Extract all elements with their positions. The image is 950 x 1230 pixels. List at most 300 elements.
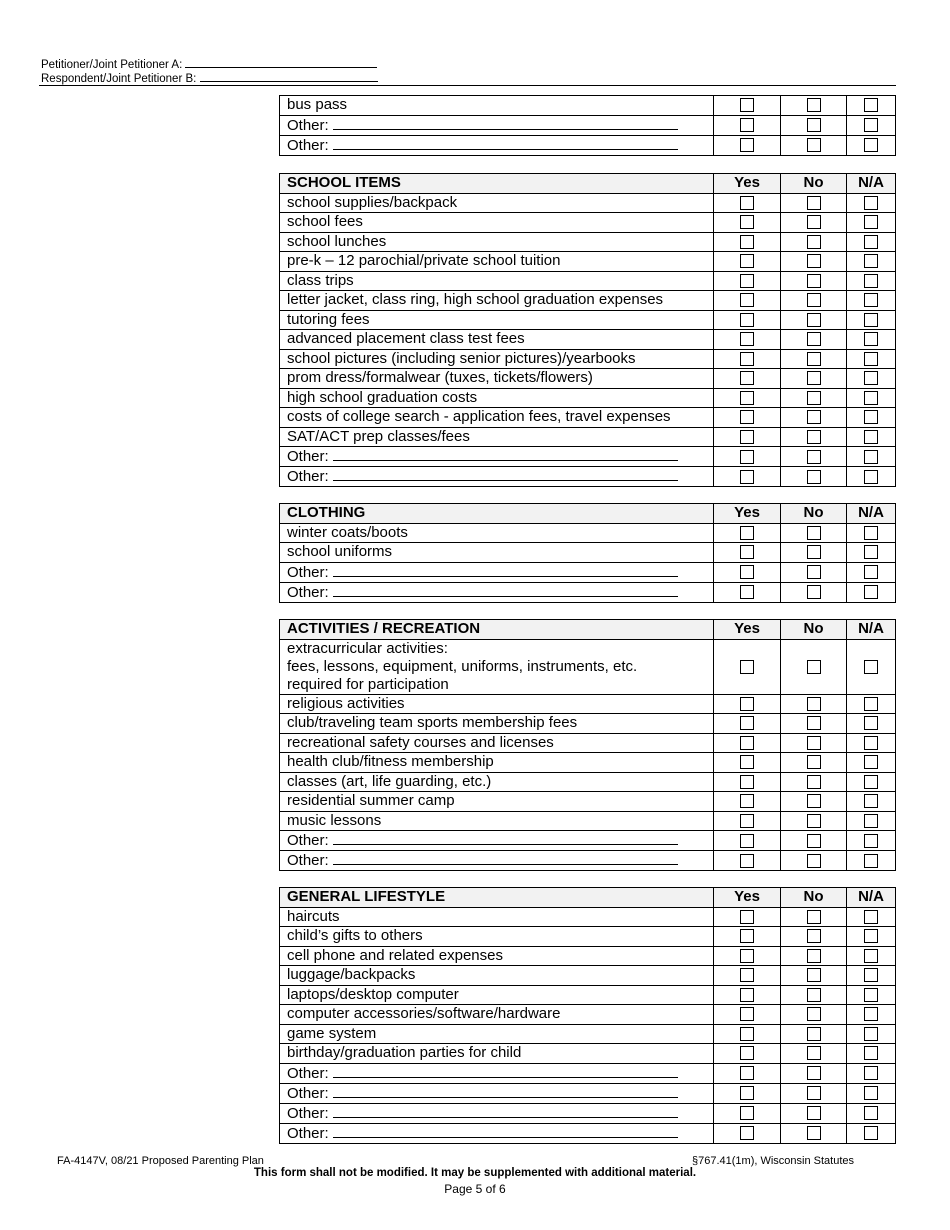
cell-yes (714, 907, 781, 927)
cell-yes (714, 1063, 781, 1083)
no-checkbox[interactable] (807, 254, 821, 268)
table-row (280, 291, 896, 311)
cell-no (781, 115, 847, 135)
yes-checkbox[interactable] (740, 910, 754, 924)
section-table-clothing (279, 503, 896, 603)
item-label (280, 927, 714, 947)
yes-checkbox[interactable] (740, 293, 754, 307)
petitioner-name-field[interactable] (185, 56, 377, 68)
table-row (280, 811, 896, 831)
cell-yes (714, 349, 781, 369)
table-row (280, 467, 896, 487)
cell-no (781, 213, 847, 233)
cell-no (781, 1024, 847, 1044)
no-checkbox[interactable] (807, 1007, 821, 1021)
no-checkbox[interactable] (807, 371, 821, 385)
cell-no (781, 985, 847, 1005)
item-label (280, 1005, 714, 1025)
yes-checkbox[interactable] (740, 854, 754, 868)
item-label (280, 694, 714, 714)
column-header-yes: Yes (714, 174, 781, 194)
no-checkbox[interactable] (807, 391, 821, 405)
na-checkbox[interactable] (864, 1027, 878, 1041)
table-row (280, 582, 896, 602)
cell-na (847, 408, 896, 428)
na-checkbox[interactable] (864, 929, 878, 943)
other-specify-field[interactable] (333, 116, 678, 130)
no-checkbox[interactable] (807, 565, 821, 579)
item-label (280, 115, 714, 135)
item-label-text: Other: (287, 1104, 329, 1122)
table-row (280, 1103, 896, 1123)
cell-no (781, 1123, 847, 1143)
yes-checkbox[interactable] (740, 1106, 754, 1120)
cell-na (847, 213, 896, 233)
item-label (280, 1083, 714, 1103)
item-label (280, 985, 714, 1005)
na-checkbox[interactable] (864, 196, 878, 210)
yes-checkbox[interactable] (740, 371, 754, 385)
other-specify-field[interactable] (333, 831, 678, 845)
table-row (280, 639, 896, 694)
na-checkbox[interactable] (864, 968, 878, 982)
na-checkbox[interactable] (864, 1126, 878, 1140)
section-title: GENERAL LIFESTYLE (280, 888, 714, 908)
table-row (280, 349, 896, 369)
column-header-yes: Yes (714, 620, 781, 640)
cell-na (847, 193, 896, 213)
no-checkbox[interactable] (807, 814, 821, 828)
na-checkbox[interactable] (864, 138, 878, 152)
section-title: CLOTHING (280, 504, 714, 524)
na-checkbox[interactable] (864, 910, 878, 924)
yes-checkbox[interactable] (740, 1027, 754, 1041)
na-checkbox[interactable] (864, 775, 878, 789)
cell-yes (714, 1083, 781, 1103)
cell-na (847, 733, 896, 753)
item-label-text: Other: (287, 448, 329, 465)
column-header-no: No (781, 888, 847, 908)
other-specify-field[interactable] (333, 563, 678, 577)
column-header-no: No (781, 620, 847, 640)
table-row (280, 388, 896, 408)
na-checkbox[interactable] (864, 332, 878, 346)
yes-checkbox[interactable] (740, 716, 754, 730)
cell-yes (714, 252, 781, 272)
na-checkbox[interactable] (864, 1066, 878, 1080)
column-header-na: N/A (847, 620, 896, 640)
item-label-text: class trips (287, 271, 354, 289)
table-row (280, 310, 896, 330)
yes-checkbox[interactable] (740, 313, 754, 327)
na-checkbox[interactable] (864, 118, 878, 132)
yes-checkbox[interactable] (740, 775, 754, 789)
form-id: FA-4147V, 08/21 Proposed Parenting Plan (57, 1155, 264, 1167)
section-header (280, 620, 896, 640)
section-table-activities (279, 619, 896, 871)
other-specify-field[interactable] (333, 447, 678, 461)
cell-no (781, 753, 847, 773)
column-header-na: N/A (847, 174, 896, 194)
no-checkbox[interactable] (807, 215, 821, 229)
na-checkbox[interactable] (864, 235, 878, 249)
item-label-text: computer accessories/software/hardware (287, 1005, 561, 1023)
cell-yes (714, 388, 781, 408)
no-checkbox[interactable] (807, 949, 821, 963)
cell-yes (714, 291, 781, 311)
section-table-transport-cont (279, 95, 896, 156)
na-checkbox[interactable] (864, 274, 878, 288)
cell-yes (714, 927, 781, 947)
item-label (280, 213, 714, 233)
yes-checkbox[interactable] (740, 450, 754, 464)
na-checkbox[interactable] (864, 585, 878, 599)
na-checkbox[interactable] (864, 814, 878, 828)
table-row (280, 927, 896, 947)
na-checkbox[interactable] (864, 410, 878, 424)
item-label-text: religious activities (287, 694, 405, 712)
table-row (280, 966, 896, 986)
other-specify-field[interactable] (333, 1064, 678, 1078)
na-checkbox[interactable] (864, 1086, 878, 1100)
na-checkbox[interactable] (864, 98, 878, 112)
cell-yes (714, 523, 781, 543)
yes-checkbox[interactable] (740, 1066, 754, 1080)
no-checkbox[interactable] (807, 98, 821, 112)
yes-checkbox[interactable] (740, 736, 754, 750)
yes-checkbox[interactable] (740, 254, 754, 268)
na-checkbox[interactable] (864, 352, 878, 366)
cell-na (847, 946, 896, 966)
yes-checkbox[interactable] (740, 430, 754, 444)
item-label-text: school pictures (including senior pictures)/yearbooks (287, 349, 636, 367)
no-checkbox[interactable] (807, 235, 821, 249)
cell-yes (714, 408, 781, 428)
table-row (280, 408, 896, 428)
no-checkbox[interactable] (807, 1046, 821, 1060)
na-checkbox[interactable] (864, 949, 878, 963)
yes-checkbox[interactable] (740, 755, 754, 769)
statute-reference: §767.41(1m), Wisconsin Statutes (692, 1155, 855, 1167)
respondent-label: Respondent/Joint Petitioner B: (41, 73, 197, 85)
table-row (280, 1083, 896, 1103)
na-checkbox[interactable] (864, 470, 878, 484)
item-label (280, 252, 714, 272)
yes-checkbox[interactable] (740, 794, 754, 808)
item-label-text: pre-k – 12 parochial/private school tuition (287, 252, 561, 270)
no-checkbox[interactable] (807, 736, 821, 750)
respondent-name-field[interactable] (200, 70, 378, 82)
no-checkbox[interactable] (807, 968, 821, 982)
item-label-text: classes (art, life guarding, etc.) (287, 772, 492, 790)
no-checkbox[interactable] (807, 585, 821, 599)
yes-checkbox[interactable] (740, 1086, 754, 1100)
yes-checkbox[interactable] (740, 1007, 754, 1021)
na-checkbox[interactable] (864, 736, 878, 750)
cell-no (781, 1103, 847, 1123)
item-label-text: high school graduation costs (287, 388, 478, 406)
na-checkbox[interactable] (864, 1007, 878, 1021)
cell-no (781, 907, 847, 927)
cell-yes (714, 714, 781, 734)
table-row (280, 427, 896, 447)
yes-checkbox[interactable] (740, 235, 754, 249)
cell-na (847, 115, 896, 135)
cell-na (847, 1005, 896, 1025)
cell-yes (714, 1005, 781, 1025)
cell-na (847, 562, 896, 582)
yes-checkbox[interactable] (740, 526, 754, 540)
item-label (280, 369, 714, 389)
no-checkbox[interactable] (807, 716, 821, 730)
na-checkbox[interactable] (864, 391, 878, 405)
no-checkbox[interactable] (807, 910, 821, 924)
cell-yes (714, 985, 781, 1005)
na-checkbox[interactable] (864, 854, 878, 868)
no-checkbox[interactable] (807, 1027, 821, 1041)
table-row (280, 714, 896, 734)
item-label (280, 772, 714, 792)
na-checkbox[interactable] (864, 545, 878, 559)
cell-no (781, 714, 847, 734)
table-row (280, 562, 896, 582)
cell-na (847, 811, 896, 831)
yes-checkbox[interactable] (740, 274, 754, 288)
yes-checkbox[interactable] (740, 215, 754, 229)
table-row (280, 985, 896, 1005)
cell-yes (714, 369, 781, 389)
yes-checkbox[interactable] (740, 660, 754, 674)
table-row (280, 330, 896, 350)
no-checkbox[interactable] (807, 929, 821, 943)
cell-yes (714, 811, 781, 831)
no-checkbox[interactable] (807, 1106, 821, 1120)
cell-no (781, 1005, 847, 1025)
yes-checkbox[interactable] (740, 1046, 754, 1060)
na-checkbox[interactable] (864, 1046, 878, 1060)
yes-checkbox[interactable] (740, 410, 754, 424)
no-checkbox[interactable] (807, 470, 821, 484)
cell-no (781, 1063, 847, 1083)
cell-yes (714, 543, 781, 563)
cell-no (781, 96, 847, 116)
item-label-text: club/traveling team sports membership fees (287, 714, 578, 732)
table-row (280, 135, 896, 155)
no-checkbox[interactable] (807, 660, 821, 674)
yes-checkbox[interactable] (740, 949, 754, 963)
cell-na (847, 694, 896, 714)
cell-no (781, 291, 847, 311)
no-checkbox[interactable] (807, 854, 821, 868)
yes-checkbox[interactable] (740, 545, 754, 559)
cell-no (781, 733, 847, 753)
na-checkbox[interactable] (864, 660, 878, 674)
other-specify-field[interactable] (333, 136, 678, 150)
yes-checkbox[interactable] (740, 814, 754, 828)
table-row (280, 1123, 896, 1143)
cell-yes (714, 271, 781, 291)
cell-na (847, 927, 896, 947)
no-checkbox[interactable] (807, 352, 821, 366)
item-label-text: cell phone and related expenses (287, 946, 503, 964)
cell-na (847, 753, 896, 773)
item-label-text: game system (287, 1024, 377, 1042)
no-checkbox[interactable] (807, 313, 821, 327)
cell-na (847, 427, 896, 447)
cell-no (781, 135, 847, 155)
cell-no (781, 582, 847, 602)
cell-no (781, 408, 847, 428)
cell-no (781, 1044, 847, 1064)
column-header-na: N/A (847, 888, 896, 908)
item-label-text: Other: (287, 1124, 329, 1142)
item-label (280, 447, 714, 467)
na-checkbox[interactable] (864, 215, 878, 229)
yes-checkbox[interactable] (740, 196, 754, 210)
cell-yes (714, 1024, 781, 1044)
item-label-text: recreational safety courses and licenses (287, 733, 554, 751)
cell-yes (714, 232, 781, 252)
cell-yes (714, 831, 781, 851)
cell-na (847, 1123, 896, 1143)
yes-checkbox[interactable] (740, 138, 754, 152)
other-specify-field[interactable] (333, 851, 678, 865)
cell-no (781, 330, 847, 350)
item-label (280, 966, 714, 986)
item-label-text: advanced placement class test fees (287, 330, 525, 348)
yes-checkbox[interactable] (740, 697, 754, 711)
na-checkbox[interactable] (864, 834, 878, 848)
column-header-na: N/A (847, 504, 896, 524)
no-checkbox[interactable] (807, 775, 821, 789)
form-notice: This form shall not be modified. It may be supplemented with additional material. (253, 1167, 697, 1179)
yes-checkbox[interactable] (740, 118, 754, 132)
no-checkbox[interactable] (807, 1126, 821, 1140)
item-label (280, 427, 714, 447)
yes-checkbox[interactable] (740, 585, 754, 599)
cell-no (781, 1083, 847, 1103)
section-header (280, 888, 896, 908)
no-checkbox[interactable] (807, 293, 821, 307)
no-checkbox[interactable] (807, 274, 821, 288)
item-label-text: Other: (287, 468, 329, 485)
cell-yes (714, 115, 781, 135)
column-header-yes: Yes (714, 504, 781, 524)
item-label (280, 792, 714, 812)
na-checkbox[interactable] (864, 430, 878, 444)
item-label-text: Other: (287, 583, 329, 601)
na-checkbox[interactable] (864, 450, 878, 464)
yes-checkbox[interactable] (740, 988, 754, 1002)
na-checkbox[interactable] (864, 697, 878, 711)
na-checkbox[interactable] (864, 293, 878, 307)
cell-na (847, 467, 896, 487)
cell-no (781, 811, 847, 831)
cell-yes (714, 851, 781, 871)
cell-na (847, 96, 896, 116)
cell-no (781, 310, 847, 330)
na-checkbox[interactable] (864, 794, 878, 808)
na-checkbox[interactable] (864, 371, 878, 385)
other-specify-field[interactable] (333, 1084, 678, 1098)
other-specify-field[interactable] (333, 1124, 678, 1138)
na-checkbox[interactable] (864, 716, 878, 730)
na-checkbox[interactable] (864, 1106, 878, 1120)
item-label (280, 733, 714, 753)
no-checkbox[interactable] (807, 988, 821, 1002)
table-row (280, 271, 896, 291)
na-checkbox[interactable] (864, 526, 878, 540)
no-checkbox[interactable] (807, 526, 821, 540)
no-checkbox[interactable] (807, 697, 821, 711)
item-label-text: Other: (287, 136, 329, 154)
other-specify-field[interactable] (333, 583, 678, 597)
other-specify-field[interactable] (333, 1104, 678, 1118)
cell-na (847, 966, 896, 986)
no-checkbox[interactable] (807, 118, 821, 132)
item-label (280, 753, 714, 773)
cell-yes (714, 213, 781, 233)
no-checkbox[interactable] (807, 545, 821, 559)
yes-checkbox[interactable] (740, 565, 754, 579)
item-label (280, 388, 714, 408)
na-checkbox[interactable] (864, 988, 878, 1002)
no-checkbox[interactable] (807, 138, 821, 152)
na-checkbox[interactable] (864, 254, 878, 268)
no-checkbox[interactable] (807, 450, 821, 464)
item-label (280, 639, 714, 694)
item-label-text: school lunches (287, 232, 387, 250)
cell-na (847, 271, 896, 291)
item-label-text: Other: (287, 852, 329, 869)
no-checkbox[interactable] (807, 755, 821, 769)
no-checkbox[interactable] (807, 410, 821, 424)
na-checkbox[interactable] (864, 313, 878, 327)
no-checkbox[interactable] (807, 794, 821, 808)
item-label-text: prom dress/formalwear (tuxes, tickets/flowers) (287, 369, 593, 387)
item-label-text: school fees (287, 213, 363, 231)
cell-na (847, 831, 896, 851)
no-checkbox[interactable] (807, 1066, 821, 1080)
yes-checkbox[interactable] (740, 834, 754, 848)
cell-no (781, 831, 847, 851)
other-specify-field[interactable] (333, 467, 678, 481)
item-label-text: child’s gifts to others (287, 927, 423, 945)
yes-checkbox[interactable] (740, 352, 754, 366)
yes-checkbox[interactable] (740, 968, 754, 982)
yes-checkbox[interactable] (740, 391, 754, 405)
cell-no (781, 252, 847, 272)
yes-checkbox[interactable] (740, 929, 754, 943)
yes-checkbox[interactable] (740, 1126, 754, 1140)
no-checkbox[interactable] (807, 430, 821, 444)
na-checkbox[interactable] (864, 565, 878, 579)
cell-na (847, 985, 896, 1005)
no-checkbox[interactable] (807, 834, 821, 848)
no-checkbox[interactable] (807, 1086, 821, 1100)
table-row (280, 831, 896, 851)
column-header-no: No (781, 504, 847, 524)
no-checkbox[interactable] (807, 196, 821, 210)
section-table-school-items (279, 173, 896, 487)
yes-checkbox[interactable] (740, 470, 754, 484)
cell-yes (714, 966, 781, 986)
yes-checkbox[interactable] (740, 98, 754, 112)
yes-checkbox[interactable] (740, 332, 754, 346)
na-checkbox[interactable] (864, 755, 878, 769)
no-checkbox[interactable] (807, 332, 821, 346)
cell-na (847, 369, 896, 389)
